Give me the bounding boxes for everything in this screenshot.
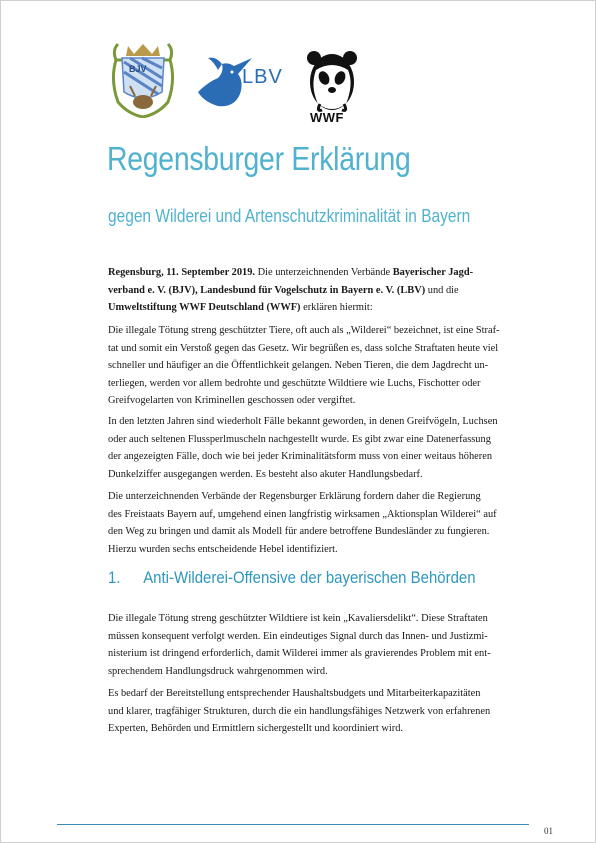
text-line: Die illegale Tötung streng geschützter Tiere, oft auch als „Wilderei“ bezeichnet, ist eine Straf-: [108, 325, 500, 336]
wwf-logo-text: WWF: [310, 110, 344, 125]
intro-bjv-lbv: verband e. V. (BJV), Landesbund für Vogelschutz in Bayern e. V. (LBV): [108, 284, 426, 296]
intro-text: und die: [425, 284, 459, 296]
text-line: Dunkelziffer ausgegangen werden. Es besteht also akuter Handlungsbedarf.: [108, 468, 423, 480]
text-line: tat und somit ein Verstoß gegen das Gesetz. Wir begrüßen es, dass solche Straftaten heute viel: [108, 342, 499, 354]
intro-text: Die unterzeichnenden Verbände: [255, 267, 393, 278]
text-line: und klarer, tragfähiger Strukturen, durch die ein handlungsfähiges Netzwerk von erfahrenen: [108, 705, 491, 717]
text-line: Greifvogelarten von Kriminellen geschossen oder vergiftet.: [108, 395, 356, 407]
text-line: oder auch seltenen Flussperlmuscheln nachgestellt wurde. Es gibt zwar eine Datenerfassung: [108, 433, 491, 445]
paragraph-demands: [108, 488, 533, 558]
text-line: schneller und häufiger an die Öffentlichkeit gelangen. Neben Tieren, die dem Jagdrecht un-: [108, 360, 489, 372]
paragraph-recent-cases: [108, 413, 533, 483]
page-number: 01: [544, 826, 553, 836]
text-line: Die unterzeichnenden Verbände der Regensburger Erklärung fordern daher die Regierung: [108, 491, 481, 502]
footer-rule: [57, 824, 529, 825]
text-line: den Weg zu bringen und damit als Modell für andere betroffene Bundesländer zu fungieren.: [108, 526, 490, 538]
bjv-crest-icon: [108, 40, 178, 118]
text-line: terliegen, werden vor allem bedrohte und geschützte Wildtiere wie Luchs, Fischotter oder: [108, 377, 481, 389]
section-number: 1.: [108, 568, 121, 587]
text-line: Die illegale Tötung streng geschützter Wildtiere ist kein „Kavaliersdelikt“. Diese Straftaten: [108, 613, 488, 624]
text-line: der angezeigten Fälle, doch wie bei jeder Kriminalitätsform muss von einer weitaus höheren: [108, 451, 493, 463]
text-line: In den letzten Jahren sind wiederholt Fälle bekannt geworden, in denen Greifvögeln, Luchsen: [108, 416, 498, 427]
text-line: Experten, Behörden und Ermittlern sichergestellt und koordiniert wird.: [108, 723, 404, 735]
bjv-crest-label: BJV: [129, 64, 147, 74]
intro-wwf: Umweltstiftung WWF Deutschland (WWF): [108, 302, 301, 314]
intro-paragraph: [108, 264, 533, 317]
text-line: Es bedarf der Bereitstellung entsprechender Haushaltsbudgets und Mitarbeiterkapazitäten: [108, 688, 481, 699]
intro-text: erklären hiermit:: [300, 302, 373, 314]
text-line: nisterium ist dringend erforderlich, damit Wilderei immer als gravierendes Problem mit ent-: [108, 648, 491, 660]
logo-bar: [108, 40, 358, 135]
text-line: Hierzu wurden sechs entscheidende Hebel identifiziert.: [108, 543, 338, 555]
paragraph-section1-b: [108, 685, 533, 738]
section-heading-1: [108, 568, 476, 588]
section-title: Anti-Wilderei-Offensive der bayerischen Behörden: [143, 568, 476, 587]
paragraph-wilderei-definition: [108, 322, 533, 410]
lbv-logo-text: LBV: [242, 66, 283, 88]
paragraph-section1-a: [108, 610, 533, 680]
document-subtitle: gegen Wilderei und Artenschutzkriminalität in Bayern: [108, 206, 471, 226]
text-line: des Freistaats Bayern auf, umgehend einen langfristig wirksamen „Aktionsplan Wilderei“ auf: [108, 508, 497, 520]
text-line: sprechendem Handlungsdruck wahrgenommen wird.: [108, 665, 328, 677]
text-line: müssen konsequent verfolgt werden. Ein eindeutiges Signal durch das Innen- und Justizmi-: [108, 630, 488, 642]
intro-date: Regensburg, 11. September 2019.: [108, 267, 256, 278]
document-title: Regensburger Erklärung: [107, 140, 411, 177]
intro-bjv: Bayerischer Jagd-: [392, 267, 474, 278]
